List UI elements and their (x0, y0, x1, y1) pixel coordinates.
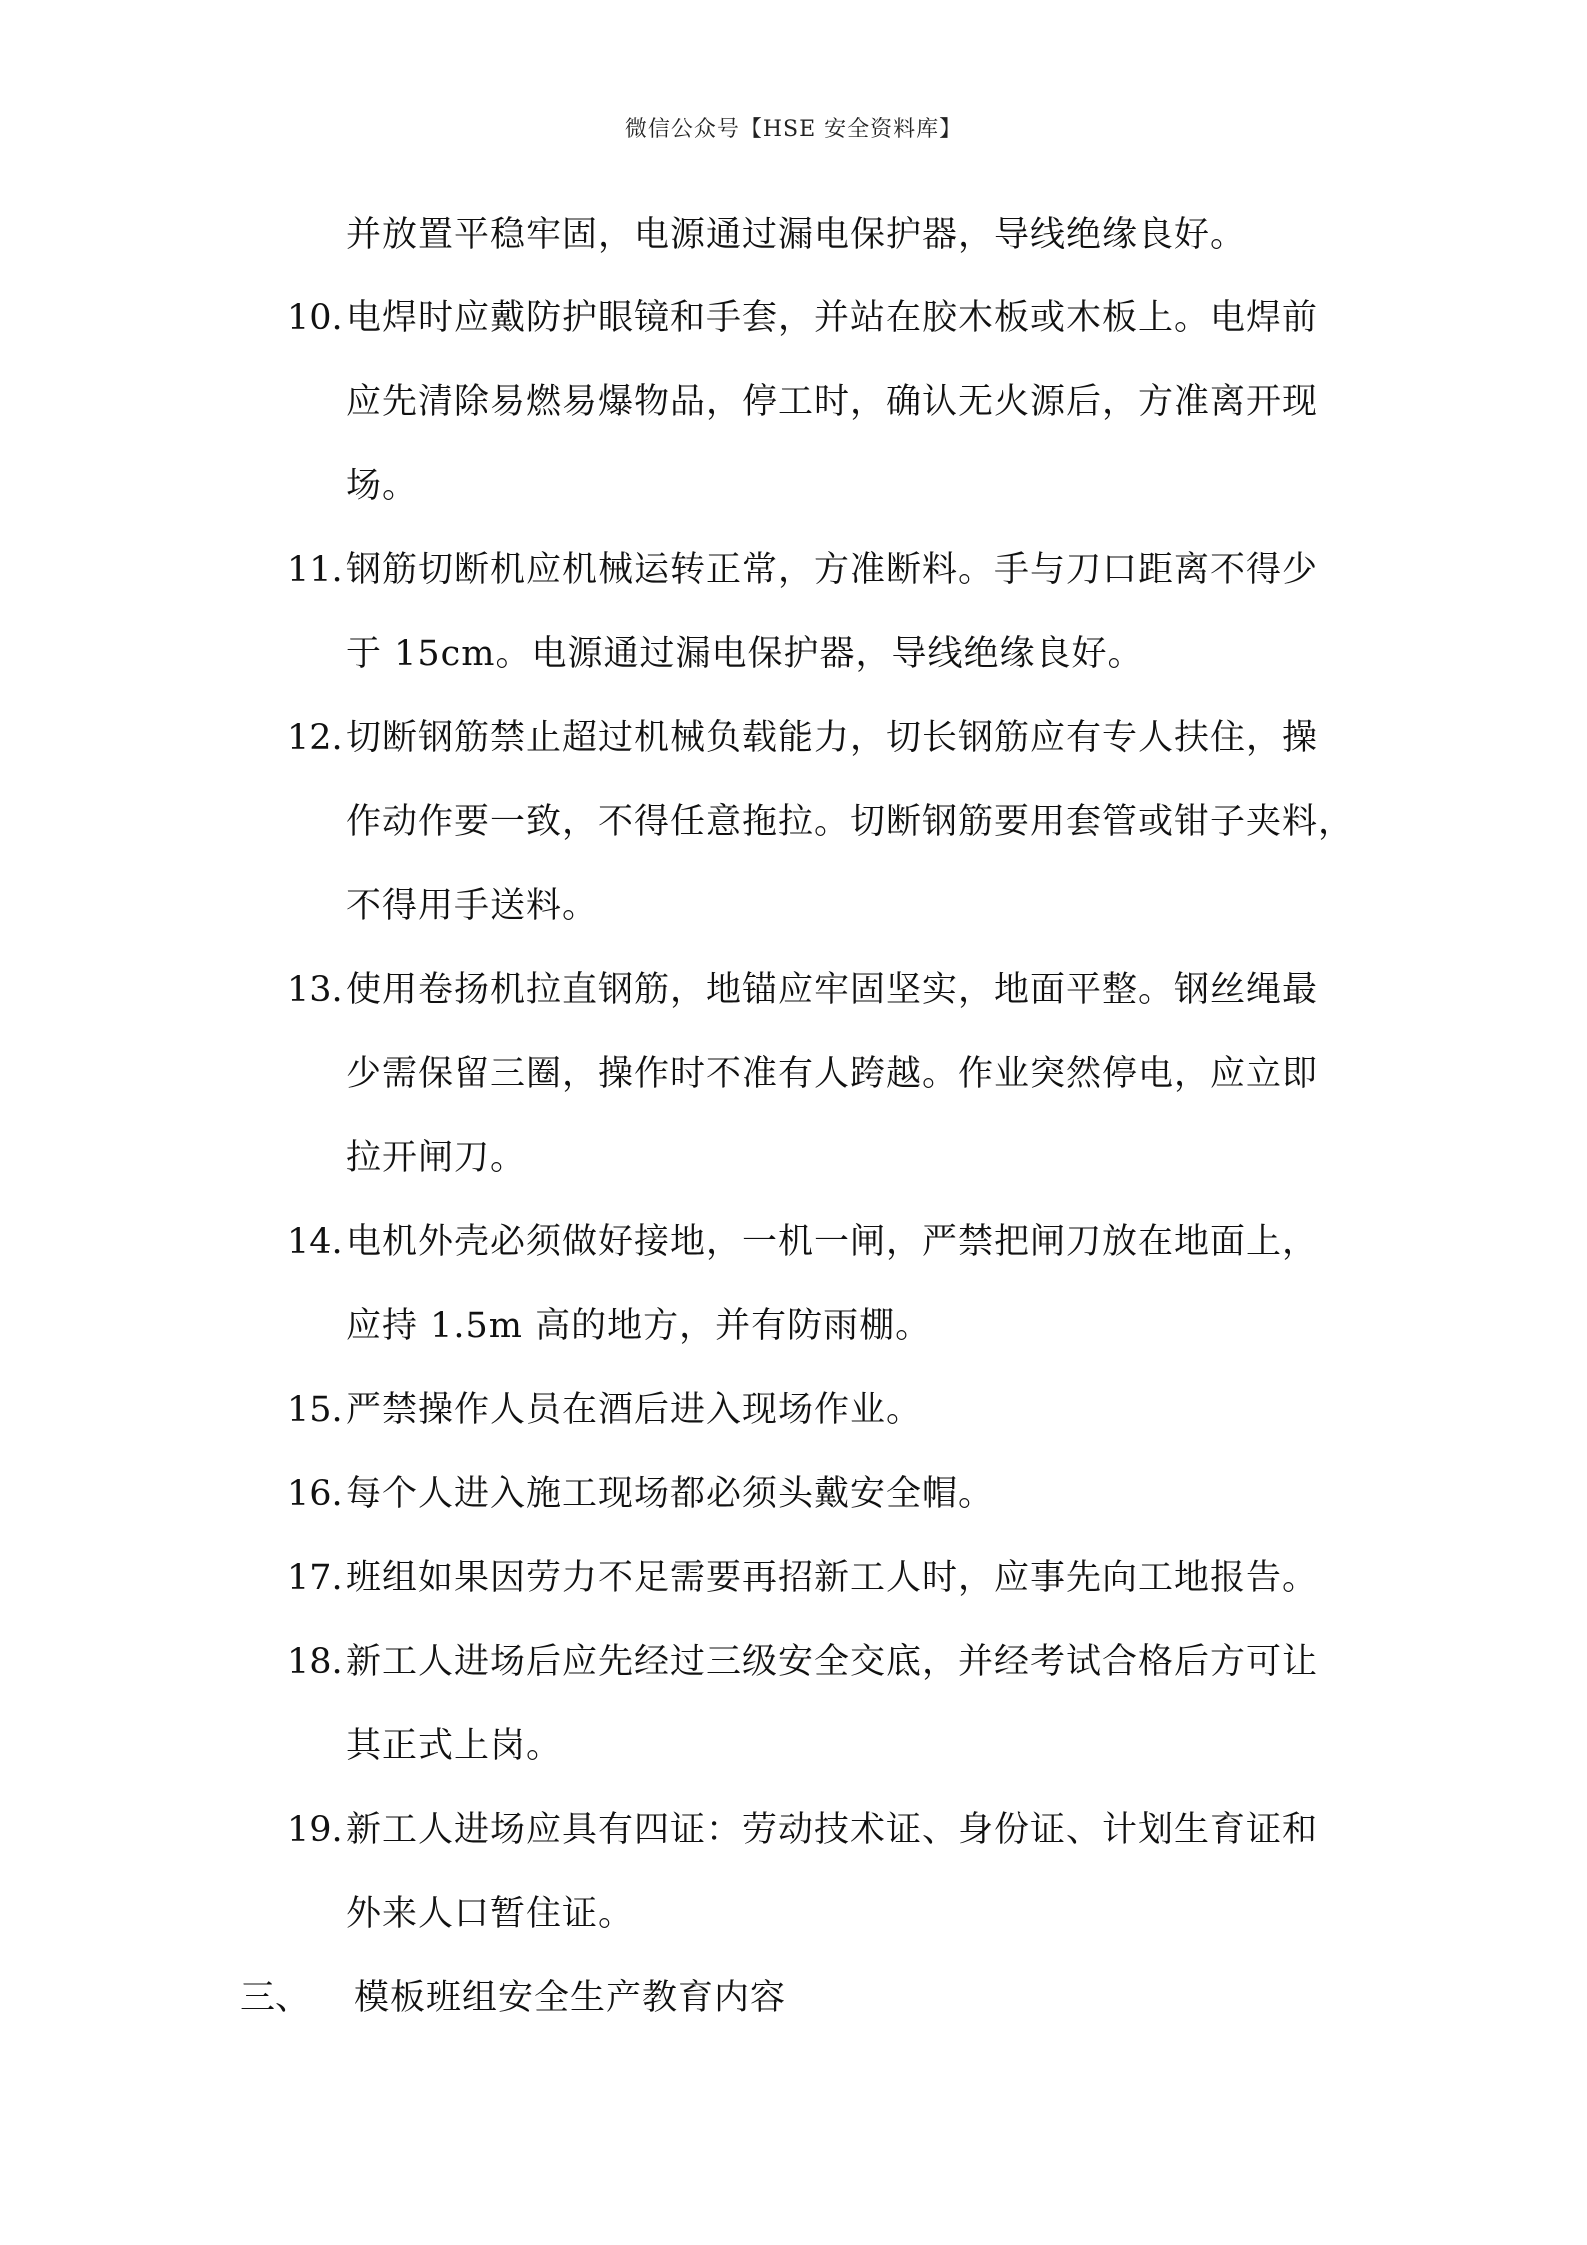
list-item-text-line: 电焊时应戴防护眼镜和手套，并站在胶木板或木板上。电焊前 (346, 298, 1319, 338)
continuation-line: 并放置平稳牢固，电源通过漏电保护器，导线绝缘良好。 (346, 215, 1247, 255)
list-item-text-line: 拉开闸刀。 (346, 1138, 527, 1178)
list-item-text-line: 严禁操作人员在酒后进入现场作业。 (346, 1390, 923, 1430)
list-item-number: 13. (287, 970, 343, 1010)
list-item-number: 12. (287, 718, 343, 758)
list-item-text-line: 于 15cm。电源通过漏电保护器，导线绝缘良好。 (346, 634, 1144, 674)
list-item-text-line: 作动作要一致，不得任意拖拉。切断钢筋要用套管或钳子夹料， (346, 802, 1355, 842)
list-item-text-line: 每个人进入施工现场都必须头戴安全帽。 (346, 1474, 995, 1514)
list-item-number: 19. (287, 1810, 343, 1850)
list-item-number: 15. (287, 1390, 343, 1430)
list-item-text-line: 应先清除易燃易爆物品，停工时，确认无火源后，方准离开现 (346, 382, 1319, 422)
list-item-text-line: 电机外壳必须做好接地，一机一闸，严禁把闸刀放在地面上， (346, 1222, 1319, 1262)
list-item-text-line: 钢筋切断机应机械运转正常，方准断料。手与刀口距离不得少 (346, 550, 1319, 590)
list-item-number: 16. (287, 1474, 343, 1514)
list-item-number: 11. (287, 550, 343, 590)
section-title: 模板班组安全生产教育内容 (354, 1978, 787, 2018)
list-item-text-line: 场。 (346, 466, 419, 506)
list-item-text-line: 班组如果因劳力不足需要再招新工人时，应事先向工地报告。 (346, 1558, 1319, 1598)
page-header: 微信公众号【HSE 安全资料库】 (624, 117, 963, 142)
list-item-text-line: 应持 1.5m 高的地方，并有防雨棚。 (346, 1306, 932, 1346)
list-item-number: 17. (287, 1558, 343, 1598)
list-item-text-line: 其正式上岗。 (346, 1726, 563, 1766)
list-item-text-line: 外来人口暂住证。 (346, 1894, 635, 1934)
list-item-text-line: 少需保留三圈，操作时不准有人跨越。作业突然停电，应立即 (346, 1054, 1319, 1094)
list-item-number: 10. (287, 298, 343, 338)
list-item-text-line: 切断钢筋禁止超过机械负载能力，切长钢筋应有专人扶住，操 (346, 718, 1319, 758)
section-number: 三、 (240, 1978, 311, 2018)
list-item-number: 14. (287, 1222, 343, 1262)
list-item-text-line: 新工人进场后应先经过三级安全交底，并经考试合格后方可让 (346, 1642, 1319, 1682)
list-item-number: 18. (287, 1642, 343, 1682)
list-item-text-line: 不得用手送料。 (346, 886, 599, 926)
list-item-text-line: 使用卷扬机拉直钢筋，地锚应牢固坚实，地面平整。钢丝绳最 (346, 970, 1319, 1010)
list-item-text-line: 新工人进场应具有四证：劳动技术证、身份证、计划生育证和 (346, 1810, 1319, 1850)
